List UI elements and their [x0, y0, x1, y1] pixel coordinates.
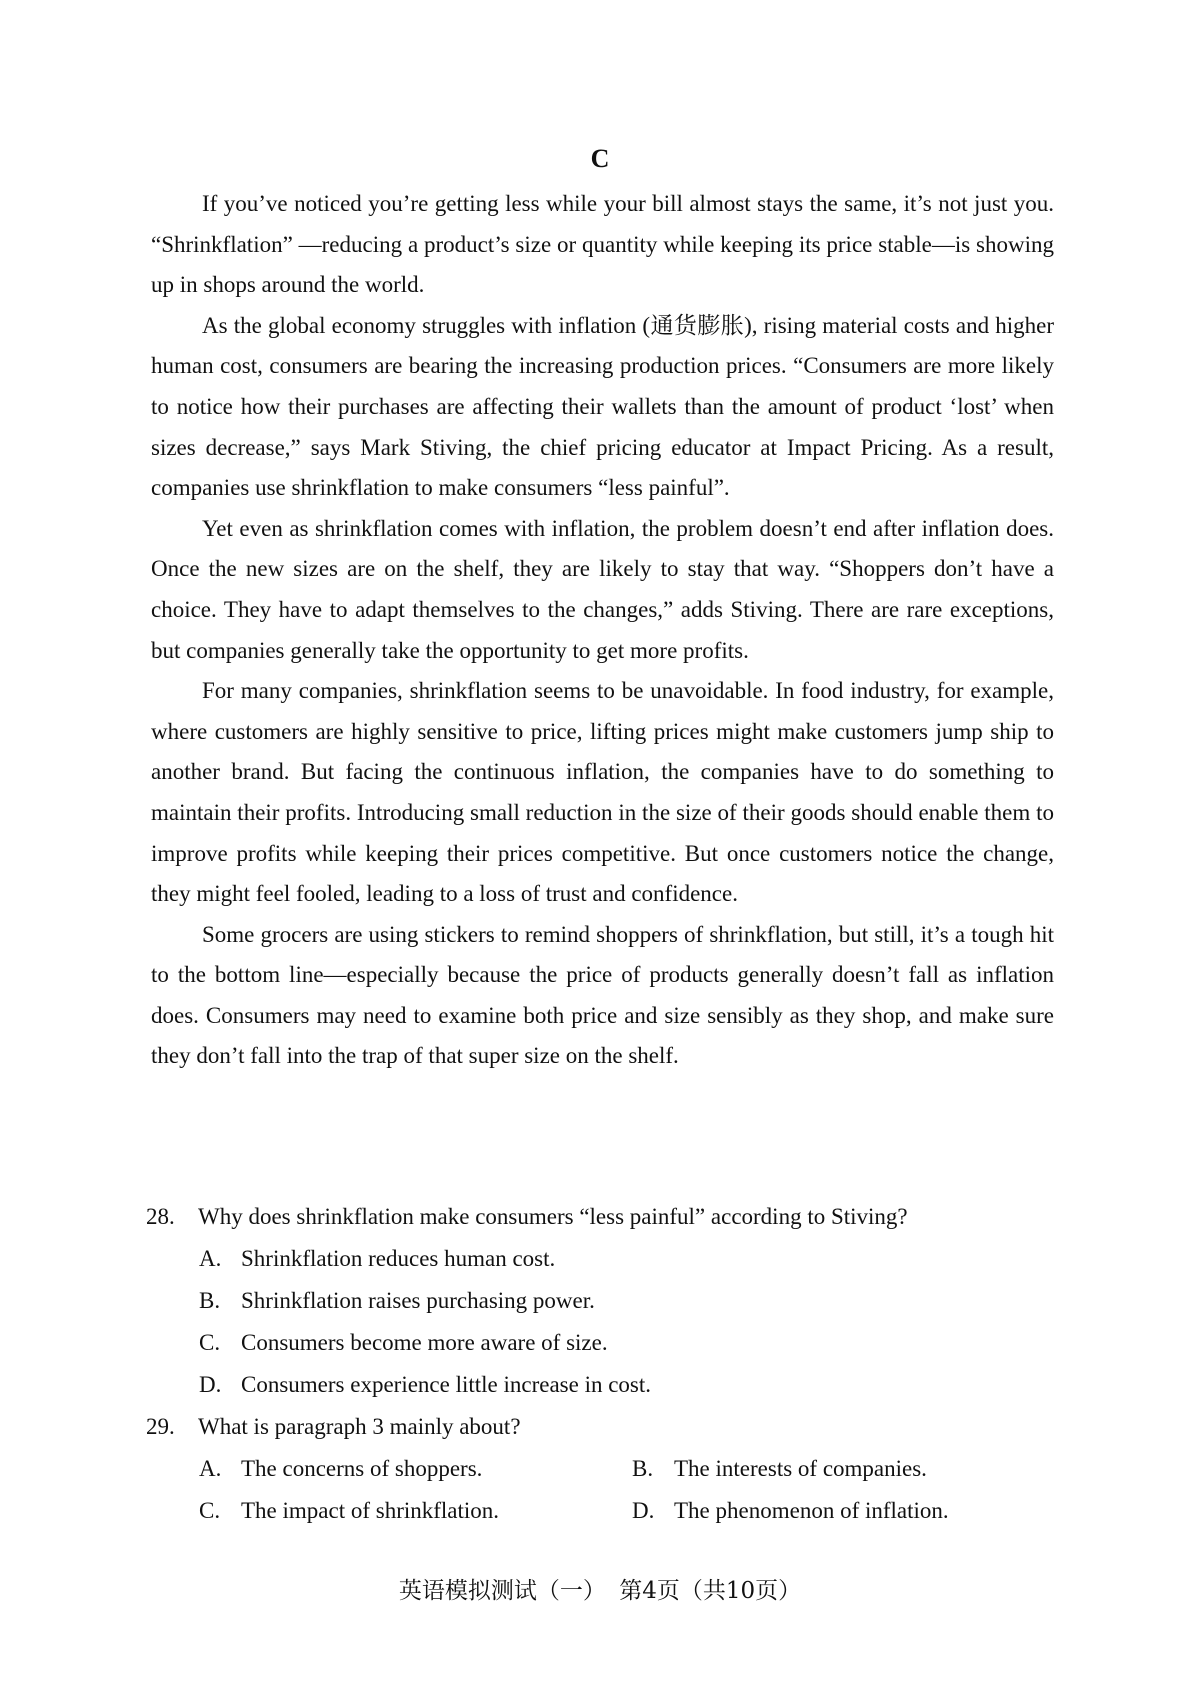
question-text: What is paragraph 3 mainly about? [198, 1414, 521, 1439]
question-29 [146, 1406, 1066, 1532]
option-list [146, 1238, 1066, 1406]
option-c[interactable] [199, 1490, 632, 1532]
option-text: The impact of shrinkflation. [241, 1498, 500, 1523]
option-letter: C. [199, 1330, 221, 1355]
option-c[interactable] [146, 1322, 1066, 1364]
option-d[interactable] [632, 1490, 1065, 1532]
option-letter: A. [199, 1246, 222, 1271]
question-list [146, 1196, 1066, 1532]
question-stem [146, 1196, 1066, 1238]
option-text: The interests of companies. [674, 1456, 927, 1481]
option-letter: B. [632, 1456, 654, 1481]
option-text: The phenomenon of inflation. [674, 1498, 949, 1523]
option-list [146, 1448, 1066, 1532]
option-letter: D. [632, 1498, 655, 1523]
passage-paragraph-1: If you’ve noticed you’re getting less while your bill almost stays the same, it’s not just you. “Shrinkflation” —reducing a product’s size or quantity while keeping its price stable—is showing up in shops around the world. [151, 191, 1054, 298]
option-letter: A. [199, 1456, 222, 1481]
option-text: The concerns of shoppers. [241, 1456, 483, 1481]
option-text: Shrinkflation reduces human cost. [241, 1246, 556, 1271]
page-footer: 英语模拟测试（一） 第4页（共10页） [398, 1578, 802, 1604]
question-stem [146, 1406, 1066, 1448]
option-text: Consumers become more aware of size. [241, 1330, 608, 1355]
option-b[interactable] [146, 1280, 1066, 1322]
option-letter: C. [199, 1498, 221, 1523]
passage-paragraph-2: As the global economy struggles with inflation (通货膨胀), rising material costs and higher human cost, consumers are bearing the increasing production prices. “Consumers are more likely to notice how their purchases are affecting their wallets than the amount of product ‘lost’ when sizes decrease,” says Mark Stiving, the chief pricing educator at Impact Pricing. As a result, companies use shrinkflation to make consumers “less painful”. [151, 312, 1054, 501]
option-a[interactable] [199, 1448, 632, 1490]
option-text: Consumers experience little increase in cost. [241, 1372, 652, 1397]
option-text: Shrinkflation raises purchasing power. [241, 1288, 595, 1313]
option-letter: B. [199, 1288, 221, 1313]
section-heading: C [590, 144, 610, 173]
option-b[interactable] [632, 1448, 1065, 1490]
question-number: 28. [146, 1204, 175, 1229]
passage-paragraph-5: Some grocers are using stickers to remind shoppers of shrinkflation, but still, it’s a tough hit to the bottom line—especially because the price of products generally doesn’t fall as inflation does. Consumers may need to examine both price and size sensibly as they shop, and make sure they don’t fall into the trap of that super size on the shelf. [151, 921, 1054, 1069]
option-letter: D. [199, 1372, 222, 1397]
reading-passage [151, 184, 1054, 1077]
question-28 [146, 1196, 1066, 1406]
option-a[interactable] [146, 1238, 1066, 1280]
question-text: Why does shrinkflation make consumers “less painful” according to Stiving? [198, 1204, 908, 1229]
question-number: 29. [146, 1414, 175, 1439]
passage-paragraph-3: Yet even as shrinkflation comes with inflation, the problem doesn’t end after inflation does. Once the new sizes are on the shelf, they are likely to stay that way. “Shoppers don’t have a choice. They have to adapt themselves to the changes,” adds Stiving. There are rare exceptions, but companies generally take the opportunity to get more profits. [151, 515, 1054, 663]
passage-paragraph-4: For many companies, shrinkflation seems to be unavoidable. In food industry, for example, where customers are highly sensitive to price, lifting prices might make customers jump ship to another brand. But facing the continuous inflation, the companies have to do something to maintain their profits. Introducing small reduction in the size of their goods should enable them to improve profits while keeping their prices competitive. But once customers notice the change, they might feel fooled, leading to a loss of trust and confidence. [151, 678, 1054, 907]
option-d[interactable] [146, 1364, 1066, 1406]
